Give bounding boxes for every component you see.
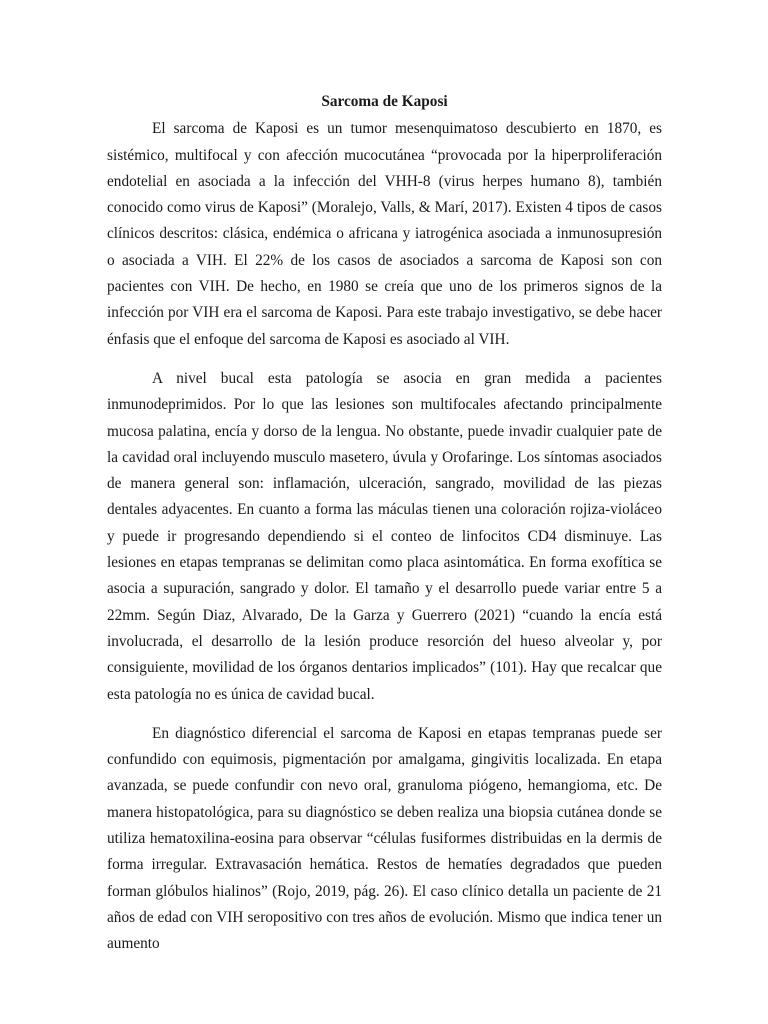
document-title: Sarcoma de Kaposi [321, 93, 448, 110]
document-body [107, 89, 662, 971]
paragraph-1: El sarcoma de Kaposi es un tumor mesenquimatoso descubierto en 1870, es sistémico, multifocal y con afección mucocutánea “provocada por la hiperproliferación endotelial en asociada a la infección del VHH-8 (virus herpes humano 8), también conocido como virus de Kaposi” (Moralejo, Valls, & Marí, 2017). Existen 4 tipos de casos clínicos descritos: clásica, endémica o africana y iatrogénica asociada a inmunosupresión o asociada a VIH. El 22% de los casos de asociados a sarcoma de Kaposi son con pacientes con VIH. De hecho, en 1980 se creía que uno de los primeros signos de la infección por VIH era el sarcoma de Kaposi. Para este trabajo investigativo, se debe hacer énfasis que el enfoque del sarcoma de Kaposi es asociado al VIH. [107, 120, 662, 348]
paragraph-2: A nivel bucal esta patología se asocia en gran medida a pacientes inmunodeprimidos. Por lo que las lesiones son multifocales afectando principalmente mucosa palatina, encía y dorso de la lengua. No obstante, puede invadir cualquier pate de la cavidad oral incluyendo musculo masetero, úvula y Orofaringe. Los síntomas asociados de manera general son: inflamación, ulceración, sangrado, movilidad de las piezas dentales adyacentes. En cuanto a forma las máculas tienen una coloración rojiza-violáceo y puede ir progresando dependiendo si el conteo de linfocitos CD4 disminuye. Las lesiones en etapas tempranas se delimitan como placa asintomática. En forma exofítica se asocia a supuración, sangrado y dolor. El tamaño y el desarrollo puede variar entre 5 a 22mm. Según Diaz, Alvarado, De la Garza y Guerrero (2021) “cuando la encía está involucrada, el desarrollo de la lesión produce resorción del hueso alveolar y, por consiguiente, movilidad de los órganos dentarios implicados” (101). Hay que recalcar que esta patología no es única de cavidad bucal. [107, 369, 662, 703]
paragraph-3: En diagnóstico diferencial el sarcoma de Kaposi en etapas tempranas puede ser confundido con equimosis, pigmentación por amalgama, gingivitis localizada. En etapa avanzada, se puede confundir con nevo oral, granuloma piógeno, hemangioma, etc. De manera histopatológica, para su diagnóstico se deben realiza una biopsia cutánea donde se utiliza hematoxilina-eosina para observar “células fusiformes distribuidas en la dermis de forma irregular. Extravasación hemática. Restos de hematíes degradados que pueden forman glóbulos hialinos” (Rojo, 2019, pág. 26). El caso clínico detalla un paciente de 21 años de edad con VIH seropositivo con tres años de evolución. Mismo que indica tener un aumento [107, 724, 662, 953]
